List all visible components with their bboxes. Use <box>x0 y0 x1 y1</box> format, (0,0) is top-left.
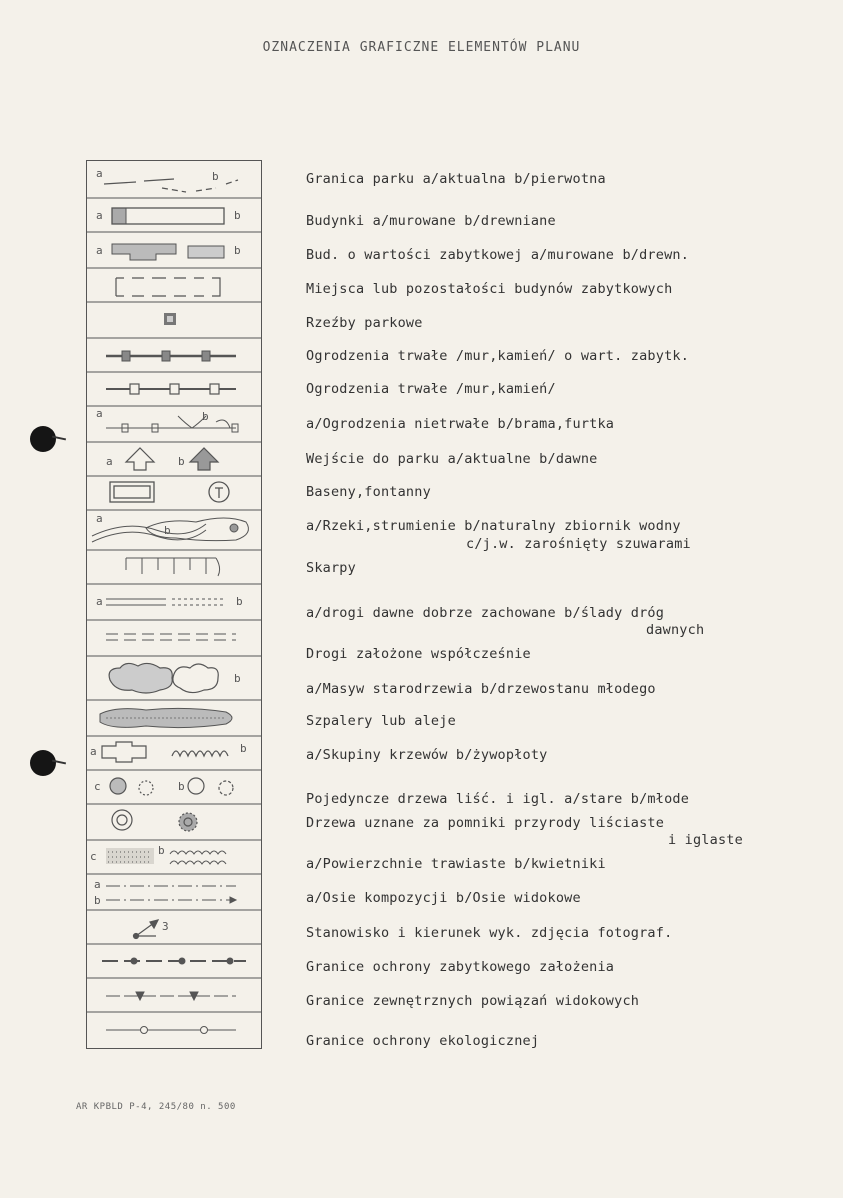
legend-label-line2: c/j.w. zarośnięty szuwarami <box>466 536 691 552</box>
legend-label: Ogrodzenia trwałe /mur,kamień/ o wart. zabytk. <box>306 348 690 364</box>
svg-text:3: 3 <box>162 920 169 933</box>
legend-label <box>306 605 705 638</box>
svg-text:a: a <box>90 745 97 758</box>
punch-hole-bottom <box>30 750 56 776</box>
legend-label: Stanowisko i kierunek wyk. zdjęcia fotograf. <box>306 925 673 941</box>
legend-label: Skarpy <box>306 560 356 576</box>
svg-text:a: a <box>96 595 103 608</box>
symbol-shrubs-hedges <box>90 742 247 762</box>
symbol-axes <box>94 878 236 907</box>
svg-text:b: b <box>94 894 101 907</box>
symbol-buildings <box>96 208 241 224</box>
svg-text:b: b <box>178 780 185 793</box>
legend-label: a/Powierzchnie trawiaste b/kwietniki <box>306 856 606 872</box>
svg-text:a: a <box>94 878 101 891</box>
svg-text:b: b <box>234 209 241 222</box>
archive-reference: AR KPBLD P-4, 245/80 n. 500 <box>76 1102 236 1112</box>
svg-text:b: b <box>202 410 209 423</box>
legend-label: a/Ogrodzenia nietrwałe b/brama,furtka <box>306 416 615 432</box>
legend-label: a/Osie kompozycji b/Osie widokowe <box>306 890 581 906</box>
legend-label-line1: Drzewa uznane za pomniki przyrody liściaste <box>306 815 665 831</box>
legend-label <box>306 518 691 552</box>
svg-text:a: a <box>96 512 103 525</box>
legend-label: Wejście do parku a/aktualne b/dawne <box>306 451 598 467</box>
legend-label-line1: a/Rzeki,strumienie b/naturalny zbiornik wodny <box>306 518 681 534</box>
symbol-view-relations-border <box>106 992 236 1000</box>
legend-label: a/Skupiny krzewów b/żywopłoty <box>306 747 548 763</box>
svg-text:b: b <box>240 742 247 755</box>
legend-label: Bud. o wartości zabytkowej a/murowane b/drewn. <box>306 247 690 263</box>
symbol-natural-monuments <box>112 810 197 831</box>
legend-label: Miejsca lub pozostałości budynów zabytkowych <box>306 281 673 297</box>
svg-text:c: c <box>94 780 101 793</box>
symbol-fence <box>106 384 236 394</box>
symbol-historic-fence <box>106 351 236 361</box>
legend-label: Drogi założone współcześnie <box>306 646 531 662</box>
symbol-sculptures <box>164 313 176 325</box>
svg-text:b: b <box>178 455 185 468</box>
svg-text:b: b <box>158 844 165 857</box>
symbol-park-entrance <box>106 448 218 470</box>
symbol-modern-roads <box>106 634 236 640</box>
legend-label: Baseny,fontanny <box>306 484 431 500</box>
legend-label-line1: a/drogi dawne dobrze zachowane b/ślady dróg <box>306 605 665 621</box>
legend-label: Granice zewnętrznych powiązań widokowych <box>306 993 640 1009</box>
punch-hole-top <box>30 426 56 452</box>
legend-label-line2: dawnych <box>646 622 705 638</box>
legend-label: Pojedyncze drzewa liść. i igl. a/stare b/młode <box>306 791 690 807</box>
symbol-ecological-protection-border <box>106 1027 236 1034</box>
symbol-single-trees <box>94 778 233 795</box>
symbol-park-boundary <box>96 167 238 192</box>
svg-text:a: a <box>96 209 103 222</box>
symbol-rivers-ponds <box>92 512 248 542</box>
symbol-old-roads <box>96 595 243 608</box>
svg-text:b: b <box>212 170 219 183</box>
svg-text:c: c <box>90 850 97 863</box>
page-title: OZNACZENIA GRAFICZNE ELEMENTÓW PLANU <box>262 40 581 55</box>
symbol-photo-position <box>134 920 169 939</box>
svg-text:a: a <box>96 407 103 420</box>
legend-label <box>306 815 743 848</box>
svg-text:b: b <box>236 595 243 608</box>
legend-label-line2: i iglaste <box>668 832 743 848</box>
symbol-historic-buildings <box>96 244 241 260</box>
legend-label: Granice ochrony zabytkowego założenia <box>306 959 615 975</box>
svg-text:a: a <box>96 167 103 180</box>
svg-text:b: b <box>234 244 241 257</box>
svg-text:b: b <box>234 672 241 685</box>
symbol-tree-rows <box>100 708 232 727</box>
svg-text:a: a <box>96 244 103 257</box>
symbol-tree-masses <box>109 663 241 693</box>
symbol-heritage-protection-border <box>102 959 246 964</box>
symbol-escarpments <box>126 558 220 576</box>
legend-symbol-column <box>86 160 262 1050</box>
svg-text:b: b <box>164 524 171 537</box>
legend-label: Granica parku a/aktualna b/pierwotna <box>306 171 606 187</box>
symbol-pools-fountains <box>110 482 229 502</box>
svg-text:a: a <box>106 455 113 468</box>
symbol-building-remains <box>116 278 220 296</box>
legend-label: Rzeźby parkowe <box>306 315 423 331</box>
symbol-lawns-flowerbeds <box>90 844 226 864</box>
legend-label: Szpalery lub aleje <box>306 713 456 729</box>
legend-label: Granice ochrony ekologicznej <box>306 1033 540 1049</box>
symbol-temporary-fence <box>96 407 238 432</box>
legend-label: a/Masyw starodrzewia b/drzewostanu młodego <box>306 681 656 697</box>
legend-label: Ogrodzenia trwałe /mur,kamień/ <box>306 381 556 397</box>
legend-symbols <box>86 160 262 1050</box>
legend-label: Budynki a/murowane b/drewniane <box>306 213 556 229</box>
